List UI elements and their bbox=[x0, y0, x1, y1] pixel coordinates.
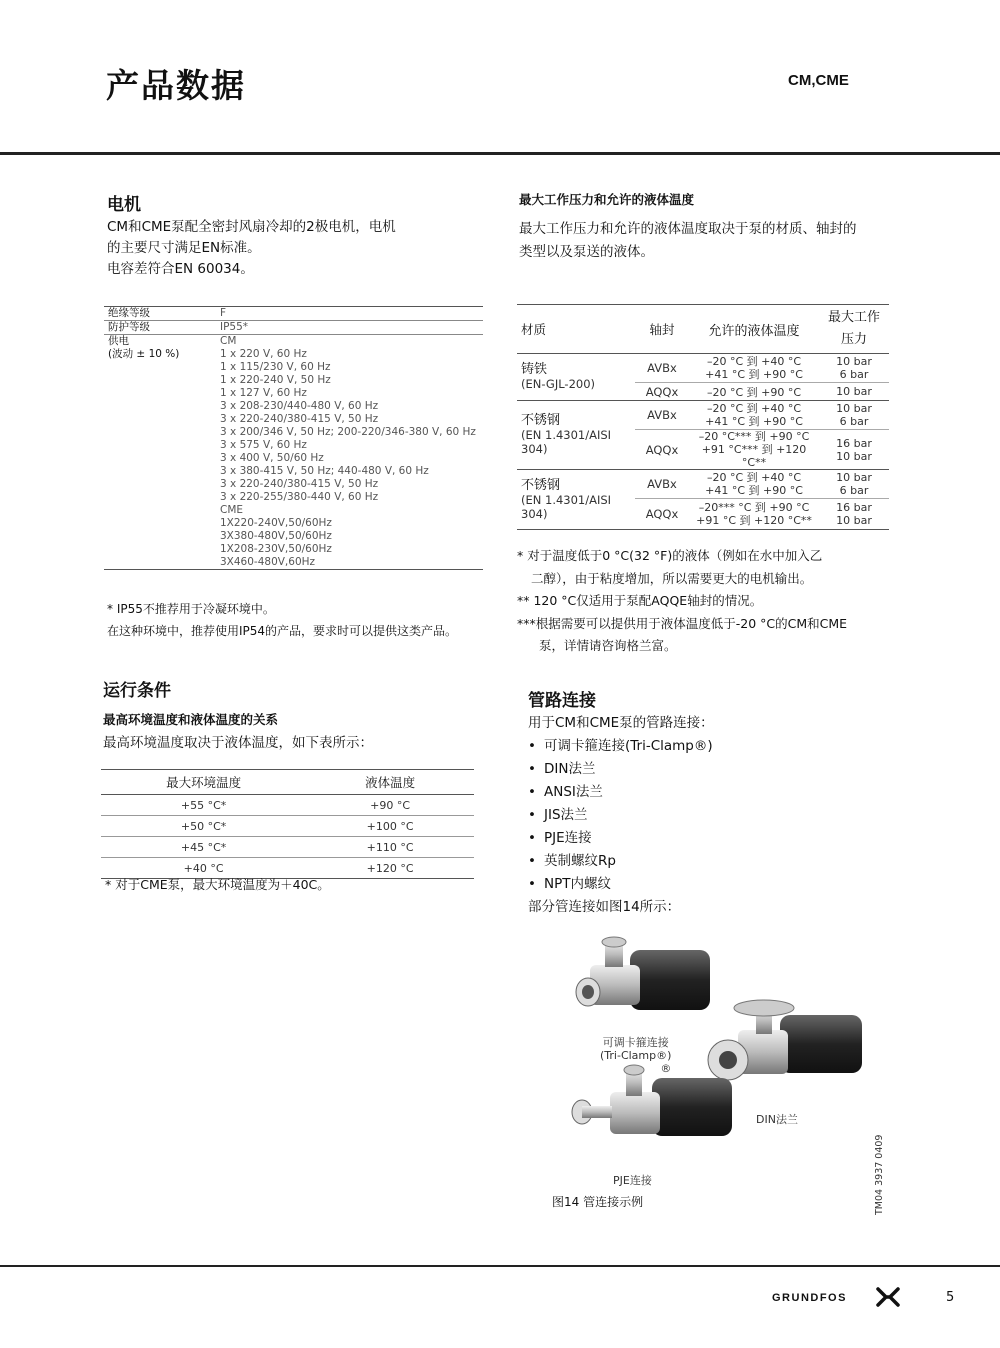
supply-value: 3 x 220-240/380-415 V, 50 Hz bbox=[220, 413, 379, 425]
table-row bbox=[104, 307, 483, 321]
motor-table bbox=[104, 306, 483, 570]
header-divider bbox=[0, 152, 1000, 155]
table-row bbox=[517, 470, 889, 499]
table-cell: +50 °C* bbox=[180, 819, 227, 833]
seal-cell: AVBx bbox=[647, 408, 677, 422]
note-line: 在这种环境中，推荐使用IP54的产品，要求时可以提供这类产品。 bbox=[107, 624, 458, 638]
pressure-table bbox=[517, 304, 889, 530]
operating-heading: 运行条件 bbox=[103, 681, 171, 701]
supply-value: 3X460-480V,60Hz bbox=[220, 556, 316, 568]
seal-cell: AQQx bbox=[645, 507, 679, 521]
page-number: 5 bbox=[946, 1290, 955, 1305]
table-row bbox=[517, 354, 889, 383]
pje-pump-image bbox=[572, 1065, 732, 1136]
piping-outro: 部分管连接如图14所示： bbox=[528, 899, 681, 915]
env-table bbox=[101, 769, 474, 879]
supply-value: 1 x 220 V, 60 Hz bbox=[220, 348, 307, 360]
press-line: 10 bar bbox=[836, 471, 872, 484]
col-header bbox=[819, 305, 889, 354]
temp-cell bbox=[689, 354, 819, 383]
material-name: 铸铁 bbox=[521, 362, 548, 377]
piping-heading: 管路连接 bbox=[528, 691, 596, 711]
material-spec: 304) bbox=[521, 506, 548, 521]
supply-value: 3 x 208-230/440-480 V, 60 Hz bbox=[220, 400, 379, 412]
operating-note: * 对于CME泵，最大环境温度为＋40C。 bbox=[105, 877, 330, 892]
press-cell bbox=[819, 401, 889, 430]
temp-cell: –20 °C 到 +90 °C bbox=[706, 385, 802, 399]
note-line: 二醇），由于粘度增加，所以需要更大的电机输出。 bbox=[531, 570, 813, 586]
piping-intro: 用于CM和CME泵的管路连接： bbox=[528, 715, 714, 731]
press-line: 6 bar bbox=[839, 415, 869, 428]
temp-line: +91 °C 到 +120 °C** bbox=[696, 514, 812, 527]
supply-value: CM bbox=[220, 335, 237, 347]
material-spec: (EN-GJL-200) bbox=[521, 377, 596, 391]
figure-label: ® bbox=[660, 1062, 672, 1075]
motor-line: 电容差符合EN 60034。 bbox=[107, 261, 254, 277]
din-flange-pump-image bbox=[708, 1000, 862, 1080]
temp-line: –20 °C 到 +40 °C bbox=[706, 471, 802, 484]
table-row bbox=[104, 321, 483, 335]
col-header: 液体温度 bbox=[365, 775, 416, 790]
pressure-line: 最大工作压力和允许的液体温度取决于泵的材质、轴封的 bbox=[519, 221, 857, 237]
list-item: • ANSI法兰 bbox=[528, 784, 603, 800]
supply-value: 3 x 220-255/380-440 V, 60 Hz bbox=[220, 491, 379, 503]
pressure-notes bbox=[517, 545, 847, 658]
seal-cell: AQQx bbox=[645, 384, 679, 399]
list-item: • 英制螺纹Rp bbox=[528, 853, 616, 869]
motor-line: CM和CME泵配全密封风扇冷却的2极电机，电机 bbox=[107, 219, 396, 235]
supply-values bbox=[216, 335, 483, 570]
table-cell: +40 °C bbox=[183, 861, 224, 875]
table-row bbox=[101, 837, 474, 858]
page-title: 产品数据 bbox=[106, 66, 246, 105]
table-row bbox=[517, 401, 889, 430]
supply-value: 1 x 115/230 V, 60 Hz bbox=[220, 361, 331, 373]
temp-line: +41 °C 到 +90 °C bbox=[705, 368, 803, 381]
material-cell bbox=[517, 401, 635, 470]
press-cell bbox=[819, 354, 889, 383]
note-line: ** 120 °C仅适用于泵配AQQE轴封的情况。 bbox=[517, 593, 763, 608]
material-spec: 304) bbox=[521, 442, 548, 456]
operating-subheading: 最高环境温度和液体温度的关系 bbox=[103, 712, 279, 727]
supply-value: 3 x 380-415 V, 50 Hz; 440-480 V, 60 Hz bbox=[220, 465, 429, 477]
tri-clamp-pump-image bbox=[576, 937, 710, 1010]
temp-cell bbox=[689, 499, 819, 530]
list-item: • NPT内螺纹 bbox=[528, 876, 611, 892]
table-row bbox=[104, 335, 483, 570]
figure-label: 可调卡箍连接 bbox=[602, 1036, 669, 1049]
motor-heading: 电机 bbox=[107, 195, 141, 215]
table-row bbox=[101, 795, 474, 816]
press-line: 16 bar bbox=[836, 436, 872, 450]
motor-key bbox=[104, 335, 216, 570]
grundfos-x-icon bbox=[876, 1287, 900, 1307]
press-cell bbox=[819, 470, 889, 499]
list-item: • DIN法兰 bbox=[528, 761, 596, 777]
supply-value: 3 x 220-240/380-415 V, 50 Hz bbox=[220, 478, 379, 490]
temp-line: +41 °C 到 +90 °C bbox=[705, 415, 803, 428]
pje-label: PJE连接 bbox=[613, 1174, 652, 1187]
temp-line: +41 °C 到 +90 °C bbox=[705, 484, 803, 497]
motor-text bbox=[107, 217, 396, 280]
figure-code: TM04 3937 0409 bbox=[874, 1134, 885, 1215]
table-cell: +120 °C bbox=[366, 861, 414, 875]
figure-label: (Tri-Clamp®) bbox=[600, 1049, 672, 1062]
temp-line: –20 °C 到 +40 °C bbox=[706, 355, 802, 368]
motor-key: 绝缘等级 bbox=[104, 307, 216, 321]
material-cell bbox=[517, 354, 635, 401]
motor-line: 的主要尺寸满足EN标准。 bbox=[107, 240, 261, 256]
table-cell: +100 °C bbox=[366, 819, 414, 833]
temp-cell bbox=[689, 401, 819, 430]
pressure-text bbox=[519, 218, 857, 264]
brand-logo: GRUNDFOS bbox=[772, 1292, 847, 1304]
press-cell bbox=[819, 430, 889, 470]
model-label: CM,CME bbox=[788, 72, 849, 89]
table-cell: +90 °C bbox=[370, 798, 411, 812]
material-spec: (EN 1.4301/AISI bbox=[521, 428, 612, 442]
table-header-row bbox=[101, 770, 474, 795]
table-cell: +45 °C* bbox=[180, 840, 227, 854]
motor-key: 防护等级 bbox=[104, 321, 216, 335]
pressure-line: 类型以及泵送的液体。 bbox=[519, 244, 654, 260]
supply-value: 1 x 127 V, 60 Hz bbox=[220, 387, 307, 399]
motor-notes bbox=[107, 598, 457, 642]
motor-key-line: (波动 ± 10 %) bbox=[108, 348, 180, 360]
col-header-line: 最大工作 bbox=[827, 310, 880, 325]
list-item: • JIS法兰 bbox=[528, 807, 588, 823]
pressure-heading: 最大工作压力和允许的液体温度 bbox=[519, 192, 695, 207]
piping-list bbox=[528, 735, 713, 896]
footer-divider bbox=[0, 1265, 1000, 1267]
list-item: • 可调卡箍连接(Tri-Clamp®) bbox=[528, 738, 713, 754]
col-header-line: 压力 bbox=[840, 332, 867, 347]
material-spec: (EN 1.4301/AISI bbox=[521, 492, 612, 507]
press-line: 16 bar bbox=[836, 501, 872, 514]
supply-value: 3X380-480V,50/60Hz bbox=[220, 530, 332, 542]
seal-cell: AVBx bbox=[647, 477, 677, 491]
supply-value: 1X208-230V,50/60Hz bbox=[220, 543, 332, 555]
supply-value: 1 x 220-240 V, 50 Hz bbox=[220, 374, 331, 386]
din-label: DIN法兰 bbox=[756, 1113, 798, 1126]
material-name: 不锈钢 bbox=[521, 477, 561, 493]
note-line: * IP55不推荐用于冷凝环境中。 bbox=[107, 602, 275, 616]
table-row bbox=[101, 816, 474, 837]
col-header: 允许的液体温度 bbox=[708, 323, 800, 339]
table-cell: +110 °C bbox=[366, 840, 414, 854]
motor-value: F bbox=[216, 307, 483, 321]
material-cell bbox=[517, 470, 635, 530]
temp-line: +91 °C*** 到 +120 °C** bbox=[701, 443, 807, 469]
temp-line: –20 °C 到 +40 °C bbox=[706, 402, 802, 415]
press-line: 6 bar bbox=[839, 368, 869, 381]
list-item: • PJE连接 bbox=[528, 830, 592, 846]
temp-line: –20 °C*** 到 +90 °C bbox=[698, 430, 810, 443]
supply-value: CME bbox=[220, 504, 244, 516]
temp-cell bbox=[689, 470, 819, 499]
press-line: 10 bar bbox=[836, 449, 872, 463]
table-cell: +55 °C* bbox=[180, 798, 227, 812]
press-cell: 10 bar bbox=[836, 385, 872, 398]
note-line: 泵，详情请咨询格兰富。 bbox=[539, 638, 677, 653]
tri-clamp-label bbox=[600, 1036, 671, 1075]
note-line: * 对于温度低于0 °C(32 °F)的液体（例如在水中加入乙 bbox=[517, 548, 823, 563]
table-header-row bbox=[517, 305, 889, 354]
supply-value: 3 x 400 V, 50/60 Hz bbox=[220, 452, 324, 464]
supply-value: 3 x 575 V, 60 Hz bbox=[220, 439, 307, 451]
motor-value: IP55* bbox=[216, 321, 483, 335]
seal-cell: AQQx bbox=[645, 442, 679, 457]
press-line: 10 bar bbox=[836, 355, 872, 368]
press-cell bbox=[819, 499, 889, 530]
temp-cell bbox=[689, 430, 819, 470]
figure-caption: 图14 管连接示例 bbox=[552, 1195, 644, 1209]
motor-key-line: 供电 bbox=[108, 335, 129, 347]
col-header: 轴封 bbox=[649, 322, 675, 337]
press-line: 10 bar bbox=[836, 514, 872, 527]
temp-line: –20*** °C 到 +90 °C bbox=[698, 501, 810, 514]
operating-intro: 最高环境温度取决于液体温度，如下表所示： bbox=[103, 735, 373, 751]
press-line: 10 bar bbox=[836, 402, 872, 415]
material-name: 不锈钢 bbox=[521, 413, 561, 428]
supply-value: 3 x 200/346 V, 50 Hz; 200-220/346-380 V, 60 Hz bbox=[220, 426, 476, 438]
col-header: 材质 bbox=[521, 322, 547, 337]
supply-value: 1X220-240V,50/60Hz bbox=[220, 517, 332, 529]
press-line: 6 bar bbox=[839, 484, 869, 497]
col-header: 最大环境温度 bbox=[166, 775, 242, 790]
seal-cell: AVBx bbox=[647, 361, 677, 375]
note-line: ***根据需要可以提供用于液体温度低于-20 °C的CM和CME bbox=[517, 615, 848, 631]
